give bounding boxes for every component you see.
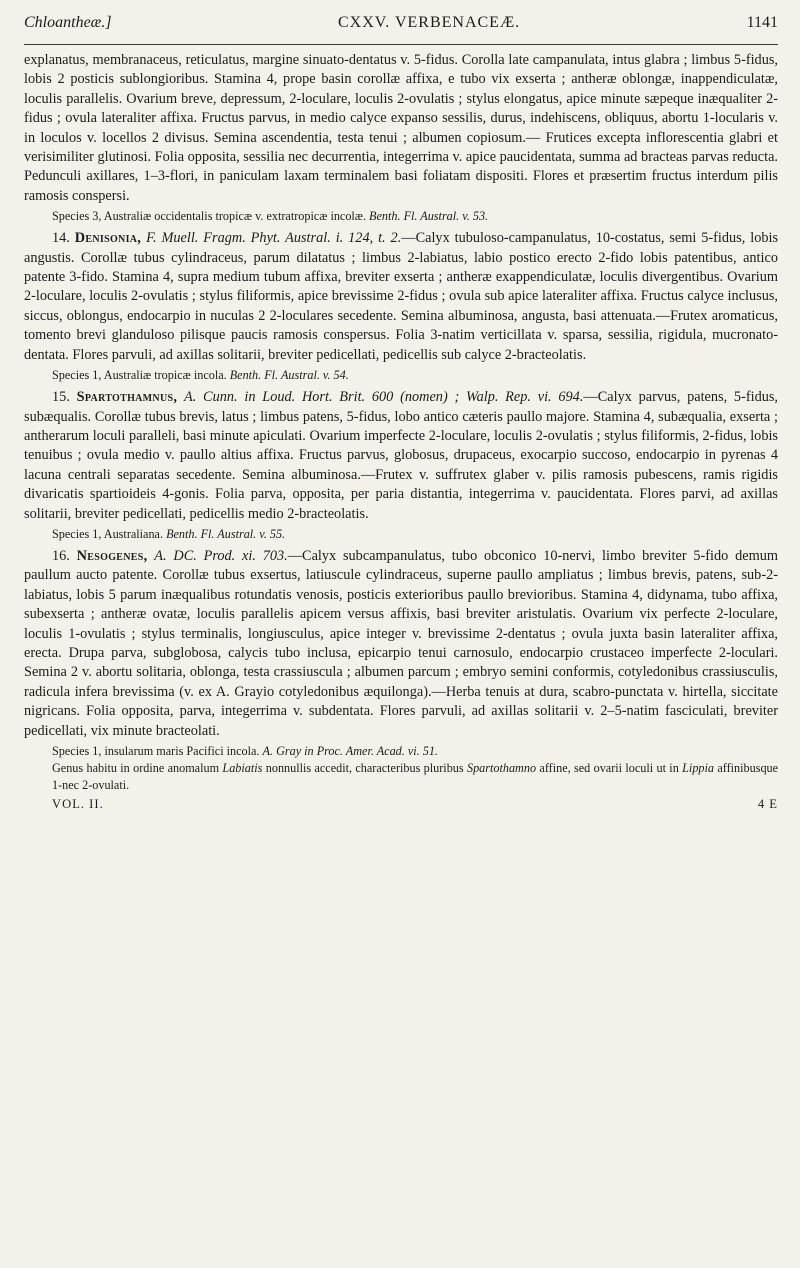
note-text: nonnullis accedit, characteribus pluribus: [265, 761, 464, 775]
species-text: Species 1, Australiæ tropicæ incola.: [52, 368, 227, 383]
species-line-nesogenes: [52, 742, 778, 760]
genus-name: Nesogenes,: [76, 547, 148, 564]
species-text: Species 1, insularum maris Pacifici incola.: [52, 744, 260, 758]
species-reference: Benth. Fl. Austral. v. 53.: [369, 209, 489, 224]
genus-entry-denisonia: [24, 229, 778, 365]
genus-entry-spartothamnus: [24, 388, 778, 524]
note-taxon: Labiatis: [222, 761, 263, 775]
genus-authority: A. Cunn. in Loud. Hort. Brit. 600 (nomen) ; Walp. Rep. vi. 694.: [183, 389, 584, 406]
genus-description: —Calyx tubuloso-campanulatus, 10-costatus, semi 5-fidus, lobis angustis. Corollæ tubus cylindraceus, parum dilatatus ; limbus 2-labiatus, labio postico erecto 2-fido lobis patentibus, antico patente 3-fido. Stamina 4, supra medium tubum affixa, breviter exserta ; antheræ exappendiculatæ, loculis divergentibus. Ovarium 2-loculare, loculis 2-ovulatis ; stylus filiformis, apice brevissime 2-fidus ; ovula sub apice lateraliter affixa. Fructus calyce inclusus, siccus, oblongus, endocarpio in nuculas 2 2-loculares secedente. Semina albuminosa, angusta, basi attenuata.—Frutex aromaticus, tomento brevi glanduloso pilisque paucis ramosis conspersus. Folia 3-natim verticillata v. sparsa, sessilia, rigidula, mucronato-dentata. Flores parvuli, ad axillas solitarii, breviter pedicellati, pedicellis sub calyce 2-bracteolatis.: [24, 230, 779, 363]
page-footer: [52, 795, 778, 814]
note-taxon: Spartothamno: [466, 761, 537, 775]
species-line-denisonia: [52, 366, 778, 384]
genus-number: 16.: [52, 547, 70, 564]
genus-authority: F. Muell. Fragm. Phyt. Austral. i. 124, t. 2.: [146, 230, 402, 247]
intro-species-line: [52, 207, 778, 225]
note-text: affinibusque 1-nec 2-ovulati.: [52, 761, 779, 792]
species-reference: Benth. Fl. Austral. v. 55.: [166, 526, 286, 541]
genus-number: 14.: [52, 230, 70, 247]
genus-entry-nesogenes: [24, 547, 778, 741]
genus-authority: A. DC. Prod. xi. 703.: [154, 547, 288, 564]
intro-paragraph: explanatus, membranaceus, reticulatus, margine sinuato-dentatus v. 5-fidus. Corolla late campanulata, intus glabra ; limbus 5-fidus, lobis 2 posticis sublongioribus. Stamina 4, prope basin corollæ affixa, e tubo vix exserta ; antheræ oblongæ, inappendiculatæ, loculis parallelis. Ovarium breve, depressum, 2-loculare, loculis 2-ovulatis ; stylus elongatus, apice minute sæpeque inæqualiter 2-fidus ; ovula lateraliter affixa. Fructus parvus, in medio calyce expanso sessilis, durus, indehiscens, obliquus, abortu 1-locularis v. in loculos v. locellos 2 divisus. Semina ascendentia, testa tenui ; albumen copiosum.— Frutices excepta inflorescentia glabri et verisimiliter glutinosi. Folia opposita, sessilia nec decurrentia, integerrima v. apice paucidentata, summa ad bracteas parvas reducta. Pedunculi axillares, 1–3-flori, in paniculam laxam terminalem basi foliatam dispositi. Flores et præsertim fructus interdum pilis ramosis conspersi.: [24, 52, 778, 204]
species-text: Species 1, Australiana.: [52, 526, 164, 541]
note-text: Genus habitu in ordine anomalum: [52, 761, 220, 775]
running-header: [24, 14, 778, 45]
header-family: CXXV. VERBENACEÆ.: [337, 14, 521, 31]
page-body: [24, 51, 778, 814]
species-text: Species 3, Australiæ occidentalis tropicæ v. extratropicæ incolæ.: [52, 209, 366, 224]
genus-description: —Calyx subcampanulatus, tubo obconico 10-nervi, limbo breviter 5-fido demum paullum aucto patente. Corollæ tubus exsertus, latiuscule cylindraceus, superne paullo ampliatus ; limbus brevis, patens, sub-2-labiatus, lobis 5 parum inæqualibus rotundatis venosis, posticis exterioribus paullo brevioribus. Stamina 4, didynama, tubo affixa, subexserta ; antheræ ovatæ, loculis parallelis apicem versus affixis, basi breviter aristulatis. Ovarium vix perfecte 2-loculare, loculis 1-ovulatis ; stylus terminalis, longiusculus, apice integer v. brevissime 2-dentatus ; ovula juxta basin lateraliter affixa, erecta. Drupa parva, subglobosa, calycis tubo inclusa, epicarpio tenui carnosulo, endocarpio crustaceo imperfecte 2-loculari. Semina 2 v. abortu solitaria, oblonga, testa crassiuscula ; albumen parcum ; embryo semini conformis, cotyledonibus crassiusculis, radicula infera brevissima (v. ex A. Grayio cotyledonibus æquilonga).—Herba tenuis at dura, scabro-punctata v. hirtella, siccitate nigricans. Folia opposita, parva, integerrima v. subdentata. Flores parvuli, ad axillas solitarii v. 2–5-natim fasciculati, breviter pedicellati, vix minute bracteolati.: [24, 547, 778, 739]
genus-number: 15.: [52, 389, 70, 406]
species-line-spartothamnus: [52, 525, 778, 543]
species-reference: Benth. Fl. Austral. v. 54.: [229, 368, 349, 383]
genus-name: Denisonia,: [74, 230, 142, 247]
genus-description: —Calyx parvus, patens, 5-fidus, subæqualis. Corollæ tubus brevis, latus ; limbus patens, 5-fidus, lobo antico cæteris paullo majore. Stamina 4, subæqualia, exserta ; antherarum loculi paralleli, basi minute apiculati. Ovarium imperfecte 2-loculare, loculis 2-ovulatis ; stylus filiformis, 2-fidus, lobis tenuibus ; ovula medio v. paullo altius affixa. Fructus parvus, globosus, drupaceus, exocarpio succoso, endocarpio in pyrenas 4 lacuna centrali separatas secedente. Semina albuminosa.—Frutex v. suffrutex glaber v. pilis ramosis pubescens, ramis rigidis divaricatis spartioideis 4-gonis. Folia parva, opposita, per paria distantia, integerrima v. paucidentata. Flores parvi, ad axillas solitarii, breviter pedicellati, pedicellis medio 2-bracteolatis.: [24, 389, 779, 522]
header-tribe: Chloantheæ.]: [24, 14, 112, 31]
genus-note: [52, 760, 778, 793]
note-taxon: Lippia: [682, 761, 714, 775]
signature-mark: 4 E: [757, 797, 778, 811]
genus-name: Spartothamnus,: [76, 389, 178, 406]
volume-label: VOL. II.: [52, 797, 104, 811]
note-text: affine, sed ovarii loculi ut in: [539, 761, 679, 775]
page-number: 1141: [746, 14, 778, 31]
species-reference: A. Gray in Proc. Amer. Acad. vi. 51.: [262, 744, 438, 758]
